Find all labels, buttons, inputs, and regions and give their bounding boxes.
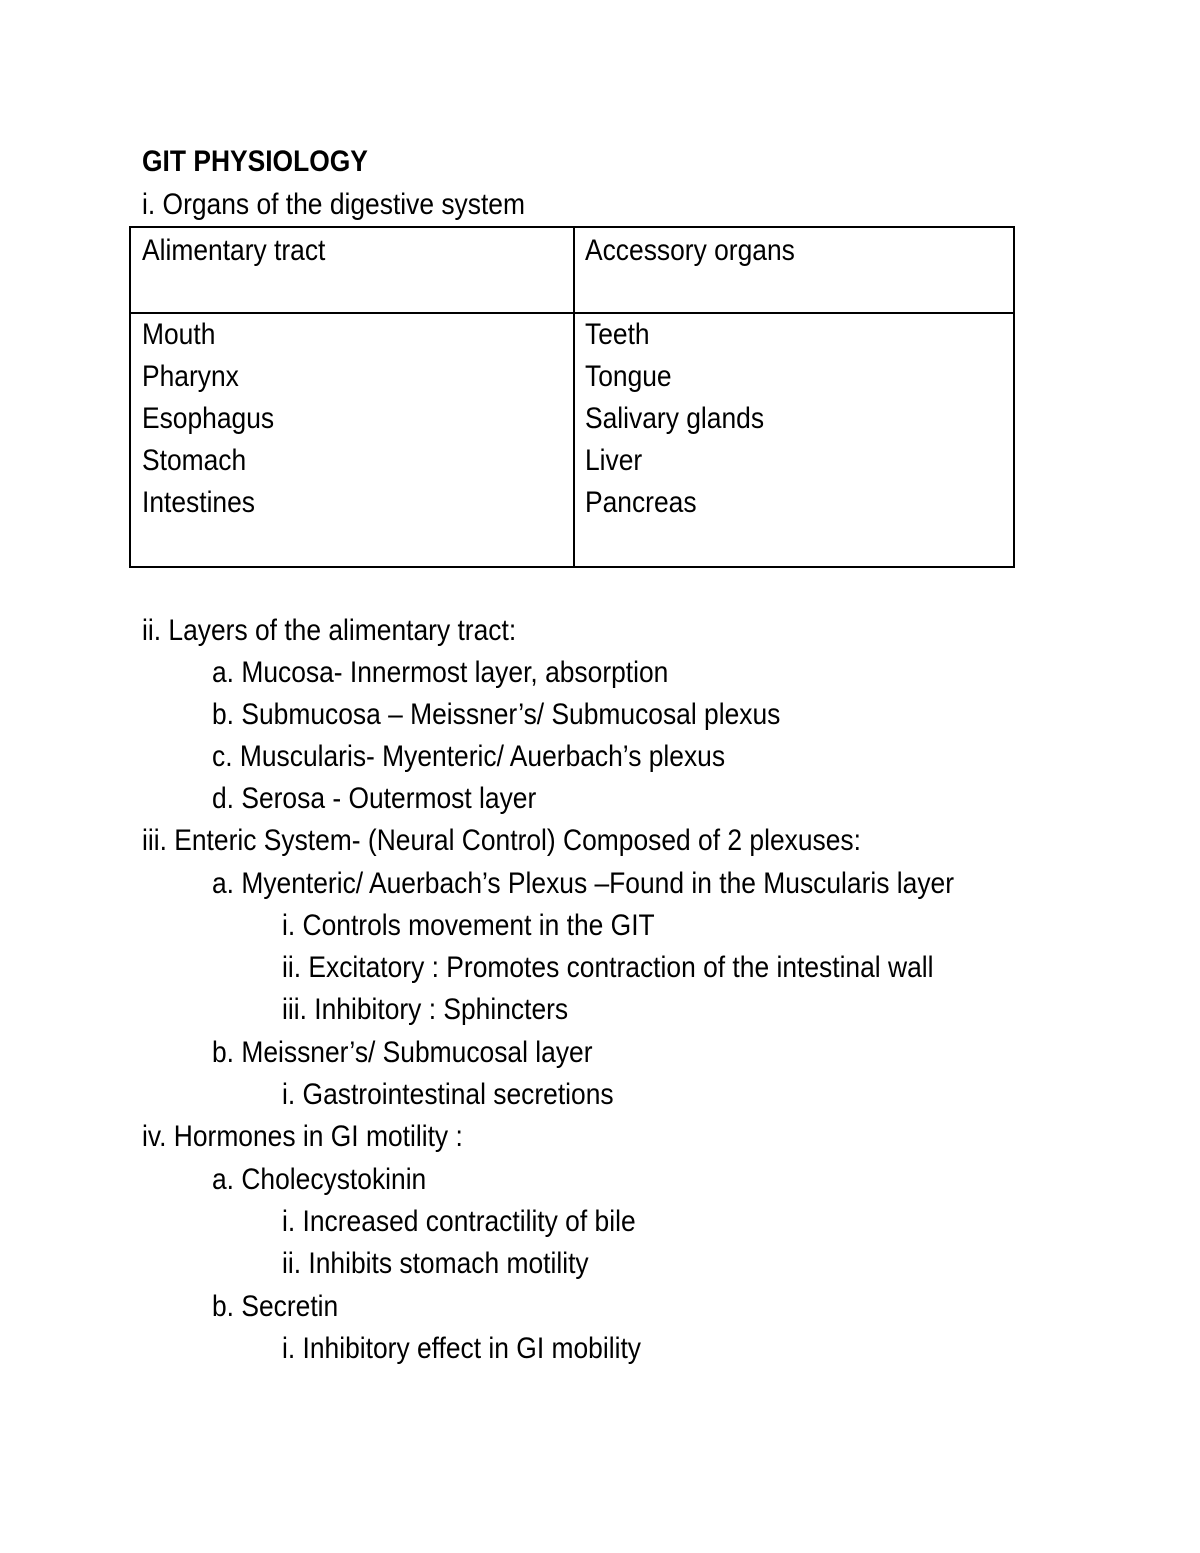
- organs-table: [129, 226, 1015, 568]
- list-item: b. Submucosa – Meissner’s/ Submucosal plexus: [212, 698, 781, 731]
- list-item: b. Secretin: [212, 1290, 339, 1323]
- section-4-heading: iv. Hormones in GI motility :: [142, 1120, 463, 1153]
- table-cell: Stomach: [142, 444, 247, 477]
- list-item: a. Mucosa- Innermost layer, absorption: [212, 656, 669, 689]
- document-title: GIT PHYSIOLOGY: [142, 145, 368, 178]
- table-cell: Esophagus: [142, 402, 275, 435]
- sub-list-item: i. Controls movement in the GIT: [282, 909, 655, 942]
- list-item: a. Cholecystokinin: [212, 1163, 427, 1196]
- list-item: c. Muscularis- Myenteric/ Auerbach’s plexus: [212, 740, 726, 773]
- sub-list-item: ii. Excitatory : Promotes contraction of the intestinal wall: [282, 951, 934, 984]
- table-column-divider: [573, 228, 575, 566]
- table-cell: Intestines: [142, 486, 256, 519]
- table-cell: Pancreas: [585, 486, 697, 519]
- table-cell: Salivary glands: [585, 402, 765, 435]
- list-item: b. Meissner’s/ Submucosal layer: [212, 1036, 593, 1069]
- table-header-accessory: Accessory organs: [585, 234, 795, 267]
- section-2-heading: ii. Layers of the alimentary tract:: [142, 614, 517, 647]
- section-1-heading: i. Organs of the digestive system: [142, 188, 525, 221]
- table-cell: Teeth: [585, 318, 650, 351]
- sub-list-item: i. Gastrointestinal secretions: [282, 1078, 614, 1111]
- table-cell: Mouth: [142, 318, 216, 351]
- list-item: d. Serosa - Outermost layer: [212, 782, 537, 815]
- sub-list-item: ii. Inhibits stomach motility: [282, 1247, 589, 1280]
- table-row-divider: [131, 312, 1013, 314]
- section-3-heading: iii. Enteric System- (Neural Control) Composed of 2 plexuses:: [142, 824, 861, 857]
- table-cell: Tongue: [585, 360, 672, 393]
- sub-list-item: i. Inhibitory effect in GI mobility: [282, 1332, 641, 1365]
- sub-list-item: iii. Inhibitory : Sphincters: [282, 993, 569, 1026]
- table-header-alimentary: Alimentary tract: [142, 234, 326, 267]
- sub-list-item: i. Increased contractility of bile: [282, 1205, 636, 1238]
- table-cell: Pharynx: [142, 360, 239, 393]
- list-item: a. Myenteric/ Auerbach’s Plexus –Found in the Muscularis layer: [212, 867, 955, 900]
- table-cell: Liver: [585, 444, 643, 477]
